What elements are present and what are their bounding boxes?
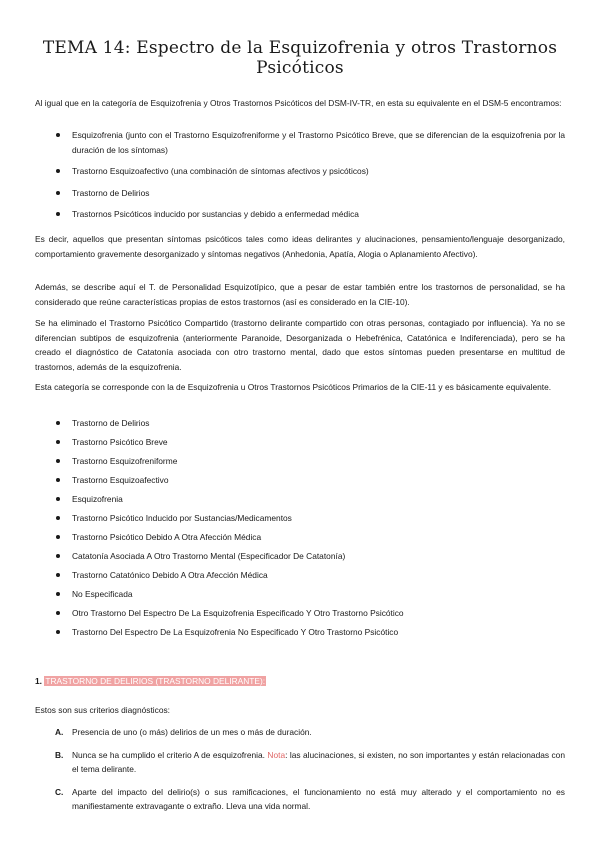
criteria-intro: Estos son sus criterios diagnósticos:	[35, 705, 170, 715]
criterion-letter: B.	[55, 749, 64, 760]
paragraph: Además, se describe aquí el T. de Personalidad Esquizotípico, que a pesar de estar también entre los trastornos de personalidad, se ha considerado que reúne características propias de estos trastornos (así es considerado en la CIE-10).	[35, 282, 565, 307]
intro-paragraph: Al igual que en la categoría de Esquizofrenia y Otros Trastornos Psicóticos del DSM-IV-TR, en esta su equivalente en el DSM-5 encontramos:	[35, 98, 562, 108]
list-item: Trastornos Psicóticos inducido por sustancias y debido a enfermedad médica	[35, 207, 565, 222]
list-item: Trastorno Esquizoafectivo	[35, 473, 565, 488]
list-item: Trastorno Psicótico Inducido por Sustancias/Medicamentos	[35, 511, 565, 526]
criteria-list	[35, 725, 565, 814]
criterion-item	[35, 748, 565, 777]
criterion-item	[35, 725, 565, 740]
section-number: 1.	[35, 676, 42, 686]
paragraph: Es decir, aquellos que presentan síntomas psicóticos tales como ideas delirantes y alucinaciones, pensamiento/lenguaje desorganizado, comportamiento gravemente desorganizado y síntomas negativos (Anhedonia, Apatía, Alogia o Aplanamiento Afectivo).	[35, 234, 565, 259]
criterion-item	[35, 785, 565, 814]
list-item: No Especificada	[35, 587, 565, 602]
list-item: Esquizofrenia	[35, 492, 565, 507]
paragraph: Esta categoría se corresponde con la de Esquizofrenia u Otros Trastornos Psicóticos Primarios de la CIE-11 y es básicamente equivalente.	[35, 382, 552, 392]
criterion-text: Nunca se ha cumplido el criterio A de esquizofrenia.	[72, 749, 268, 760]
list-item: Otro Trastorno Del Espectro De La Esquizofrenia Especificado Y Otro Trastorno Psicótico	[35, 606, 565, 621]
paragraph: Se ha eliminado el Trastorno Psicótico Compartido (trastorno delirante compartido con otras personas, contagiado por influencia). Ya no se diferencian subtipos de esquizofrenia (anteriormente Paranoide, Desorganizada o Hebefrénica, Catatónica e Indiferenciada), pero se ha creado el diagnóstico de Catatonía asociada con otro trastorno mental, dado que estos síntomas pueden presentarse en multitud de trastornos, además de la esquizofrenia.	[35, 318, 565, 372]
page-title: TEMA 14: Espectro de la Esquizofrenia y otros Trastornos Psicóticos	[42, 38, 558, 78]
list-item: Trastorno de Delirios	[35, 186, 565, 201]
criterion-letter: C.	[55, 786, 64, 797]
section-title: TRASTORNO DE DELIRIOS (TRASTORNO DELIRANTE):	[45, 676, 266, 686]
section-heading	[35, 676, 266, 686]
list-item: Trastorno Esquizoafectivo (una combinación de síntomas afectivos y psicóticos)	[35, 164, 565, 179]
list-item: Esquizofrenia (junto con el Trastorno Esquizofreniforme y el Trastorno Psicótico Breve, que se diferencian de la esquizofrenia por la duración de los síntomas)	[35, 128, 565, 157]
list-item: Trastorno Del Espectro De La Esquizofrenia No Especificado Y Otro Trastorno Psicótico	[35, 625, 565, 640]
list-item: Catatonía Asociada A Otro Trastorno Mental (Especificador De Catatonía)	[35, 549, 565, 564]
criterion-text: Aparte del impacto del delirio(s) o sus ramificaciones, el funcionamiento no está muy alterado y el comportamiento no es manifiestamente extravagante o extraño. Lleva una vida normal.	[72, 786, 565, 811]
criterion-letter: A.	[55, 727, 64, 737]
list-item: Trastorno Esquizofreniforme	[35, 454, 565, 469]
list-item: Trastorno de Delirios	[35, 416, 565, 431]
list-item: Trastorno Psicótico Breve	[35, 435, 565, 450]
criterion-text: Presencia de uno (o más) delirios de un mes o más de duración.	[72, 727, 312, 737]
list-item: Trastorno Psicótico Debido A Otra Afección Médica	[35, 530, 565, 545]
dsm-list	[35, 128, 565, 222]
list-item: Trastorno Catatónico Debido A Otra Afección Médica	[35, 568, 565, 583]
criterion-note-text: : las alucinaciones, si existen, no son importantes y están relacionadas con el tema delirante.	[72, 749, 565, 774]
cie-list	[35, 416, 565, 640]
note-label: Nota	[267, 749, 286, 760]
